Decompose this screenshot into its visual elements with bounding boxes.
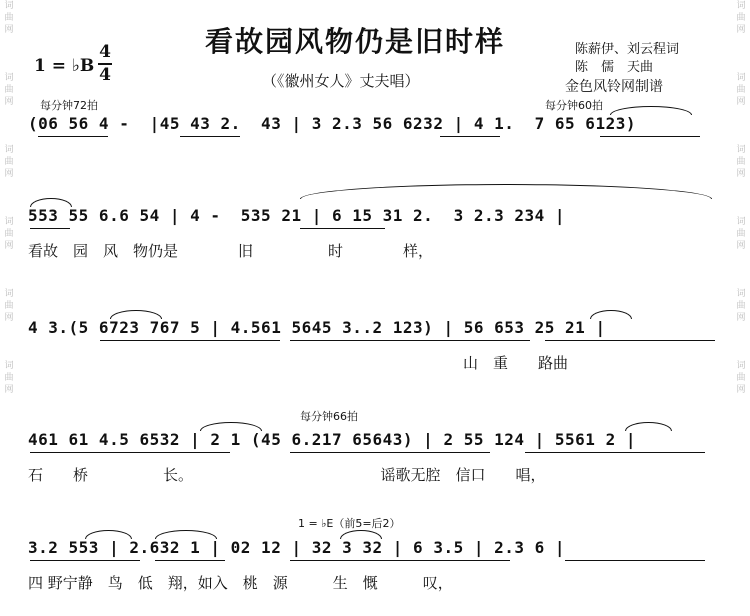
- composer-credit: 陈 儒 天曲: [575, 60, 654, 75]
- publisher-credit: 金色风铃网制谱: [565, 79, 663, 95]
- score-system-2-lyrics: 看故 园 风 物仍是 旧 时 样，: [28, 242, 434, 260]
- key-signature: 1 = ♭B: [34, 56, 95, 76]
- song-title: 看故园风物仍是旧时样: [205, 25, 506, 58]
- tempo-marking-1: 每分钟72拍: [40, 99, 98, 112]
- time-signature-bottom: 4: [99, 65, 111, 85]
- watermark-left: 词 曲 网 词 曲 网 词 曲 网 词 曲 网 词 曲 网 词 曲 网: [4, 1, 14, 395]
- score-system-2-notes: 553 55 6.6 54 | 4 - 535 21 | 6 15 31 2. 3 2.3 234 |: [28, 206, 566, 225]
- tempo-marking-2: 每分钟60拍: [545, 99, 603, 112]
- score-system-4-lyrics: 石 桥 长。 谣歌无腔 信口 唱，: [28, 466, 546, 484]
- time-signature: [98, 42, 112, 86]
- tempo-marking-3: 每分钟66拍: [300, 410, 358, 423]
- score-system-3-lyrics: 山 重 路曲: [28, 354, 569, 372]
- time-signature-top: 4: [99, 42, 111, 62]
- score-system-3-notes: 4 3.(5 6723 767 5 | 4.561 5645 3..2 123) | 56 653 25 21 |: [28, 318, 606, 337]
- watermark-right: 词 曲 网 词 曲 网 词 曲 网 词 曲 网 词 曲 网 词 曲 网: [736, 1, 746, 395]
- key-change-marking: 1 = ♭E（前5=后2）: [298, 517, 401, 530]
- score-system-1-notes: (06 56 4 - |45 43 2. 43 | 3 2.3 56 6232 | 4 1. 7 65 6123): [28, 114, 636, 133]
- score-system-5-lyrics: 四 野宁静 鸟 低 翔，如入 桃 源 生 慨 叹，: [28, 574, 453, 592]
- score-system-4-notes: 461 61 4.5 6532 | 2 1 (45 6.217 65643) | 2 55 124 | 5561 2 |: [28, 430, 636, 449]
- score-system-5-notes: 3.2 553 | 2.632 1 | 02 12 | 32 3 32 | 6 3.5 | 2.3 6 |: [28, 538, 566, 557]
- lyricist-credit: 陈薪伊、刘云程词: [575, 42, 680, 57]
- song-subtitle: （《徽州女人》丈夫唱）: [262, 72, 420, 90]
